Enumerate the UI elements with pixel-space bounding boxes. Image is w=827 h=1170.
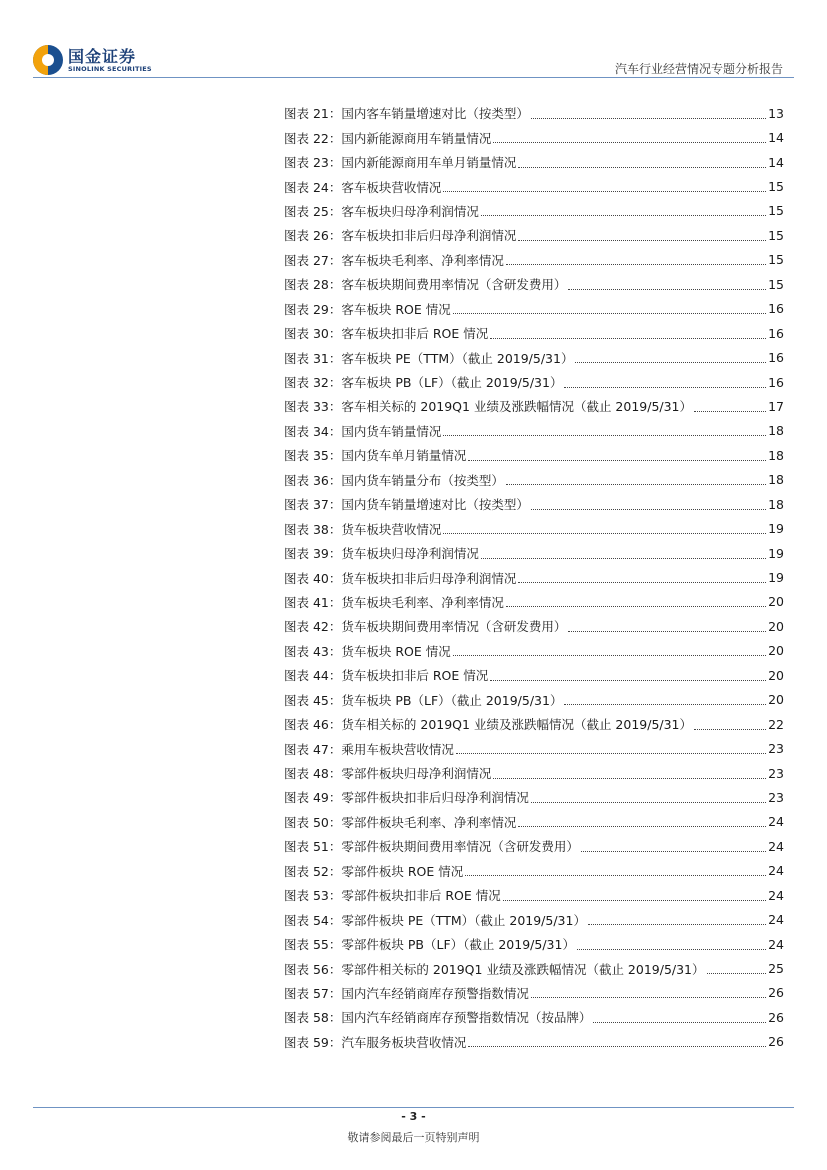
toc-dot-leader: [456, 753, 766, 754]
toc-dot-leader: [465, 875, 766, 876]
toc-entry[interactable]: [284, 321, 784, 345]
toc-entry[interactable]: [284, 394, 784, 418]
toc-dot-leader: [453, 313, 766, 314]
toc-entry[interactable]: [284, 174, 784, 198]
toc-entry-page: 20: [768, 667, 784, 683]
toc-entry-label: 图表 27：: [284, 252, 342, 268]
toc-dot-leader: [531, 118, 766, 119]
toc-entry[interactable]: [284, 859, 784, 883]
toc-entry-title: 零部件相关标的 2019Q1 业绩及涨跌幅情况（截止 2019/5/31）: [341, 961, 705, 977]
toc-entry-label: 图表 50：: [284, 814, 342, 830]
report-title: 汽车行业经营情况专题分析报告: [614, 62, 783, 76]
toc-dot-leader: [577, 949, 766, 950]
toc-entry-page: 19: [768, 521, 784, 537]
toc-entry[interactable]: [284, 810, 784, 834]
toc-dot-leader: [575, 362, 766, 363]
toc-dot-leader: [481, 215, 766, 216]
toc-dot-leader: [506, 484, 766, 485]
toc-entry-page: 18: [768, 447, 784, 463]
toc-entry[interactable]: [284, 785, 784, 809]
toc-entry-title: 国内货车销量增速对比（按类型）: [341, 497, 529, 513]
toc-entry-label: 图表 43：: [284, 643, 342, 659]
toc-entry-title: 零部件板块扣非后归母净利润情况: [341, 790, 529, 806]
toc-dot-leader: [564, 387, 766, 388]
toc-entry-page: 24: [768, 814, 784, 830]
toc-entry-title: 货车板块营收情况: [341, 521, 442, 537]
toc-entry-page: 24: [768, 887, 784, 903]
toc-entry-page: 19: [768, 570, 784, 586]
toc-entry-page: 22: [768, 716, 784, 732]
toc-entry-page: 15: [768, 227, 784, 243]
footer-divider: [33, 1107, 794, 1108]
toc-entry-label: 图表 58：: [284, 1010, 342, 1026]
toc-entry-label: 图表 54：: [284, 912, 342, 928]
toc-entry[interactable]: [284, 1030, 784, 1054]
toc-entry[interactable]: [284, 590, 784, 614]
toc-entry-title: 国内货车单月销量情况: [341, 448, 467, 464]
toc-entry-title: 客车板块扣非后归母净利润情况: [341, 228, 517, 244]
toc-entry-title: 货车板块归母净利润情况: [341, 546, 479, 562]
toc-entry-label: 图表 48：: [284, 766, 342, 782]
toc-dot-leader: [588, 924, 766, 925]
toc-entry-page: 15: [768, 203, 784, 219]
toc-entry[interactable]: [284, 712, 784, 736]
toc-entry[interactable]: [284, 199, 784, 223]
toc-entry-label: 图表 55：: [284, 937, 342, 953]
toc-entry-label: 图表 53：: [284, 888, 342, 904]
toc-dot-leader: [503, 900, 766, 901]
toc-dot-leader: [581, 851, 766, 852]
toc-entry-label: 图表 32：: [284, 375, 342, 391]
toc-dot-leader: [568, 631, 766, 632]
toc-entry-title: 客车相关标的 2019Q1 业绩及涨跌幅情况（截止 2019/5/31）: [341, 399, 693, 415]
toc-entry[interactable]: [284, 541, 784, 565]
page-header: [0, 0, 827, 80]
toc-entry-title: 零部件板块期间费用率情况（含研发费用）: [341, 839, 579, 855]
toc-entry-page: 16: [768, 374, 784, 390]
logo-english-name: SINOLINK SECURITIES: [68, 64, 152, 73]
toc-entry-page: 26: [768, 985, 784, 1001]
toc-entry-title: 客车板块 PB（LF）（截止 2019/5/31）: [341, 375, 563, 391]
toc-entry[interactable]: [284, 761, 784, 785]
toc-entry-title: 客车板块 ROE 情况: [341, 301, 451, 317]
toc-dot-leader: [468, 460, 766, 461]
toc-entry-page: 18: [768, 496, 784, 512]
toc-entry-title: 零部件板块 ROE 情况: [341, 863, 464, 879]
toc-entry-label: 图表 35：: [284, 448, 342, 464]
toc-entry-title: 国内货车销量情况: [341, 423, 442, 439]
toc-entry-title: 零部件板块毛利率、净利率情况: [341, 814, 517, 830]
toc-entry[interactable]: [284, 981, 784, 1005]
toc-entry-label: 图表 49：: [284, 790, 342, 806]
toc-entry-label: 图表 52：: [284, 863, 342, 879]
toc-entry-title: 货车板块扣非后 ROE 情况: [341, 668, 489, 684]
toc-dot-leader: [564, 704, 766, 705]
toc-entry[interactable]: [284, 248, 784, 272]
toc-dot-leader: [531, 802, 766, 803]
toc-dot-leader: [490, 338, 766, 339]
toc-entry-title: 货车板块毛利率、净利率情况: [341, 594, 504, 610]
toc-entry-page: 24: [768, 838, 784, 854]
toc-dot-leader: [453, 655, 766, 656]
toc-dot-leader: [443, 191, 766, 192]
toc-entry[interactable]: [284, 639, 784, 663]
toc-entry-page: 24: [768, 936, 784, 952]
toc-dot-leader: [481, 558, 766, 559]
toc-entry-title: 货车板块 PB（LF）（截止 2019/5/31）: [341, 692, 563, 708]
toc-entry-page: 25: [768, 961, 784, 977]
toc-entry-label: 图表 26：: [284, 228, 342, 244]
toc-entry-page: 14: [768, 154, 784, 170]
toc-dot-leader: [443, 435, 766, 436]
toc-entry-title: 零部件板块 PE（TTM）（截止 2019/5/31）: [341, 912, 586, 928]
toc-entry-title: 客车板块营收情况: [341, 179, 442, 195]
toc-entry-label: 图表 31：: [284, 350, 342, 366]
toc-entry-label: 图表 36：: [284, 472, 342, 488]
toc-entry-title: 零部件板块 PB（LF）（截止 2019/5/31）: [341, 937, 575, 953]
toc-dot-leader: [568, 289, 766, 290]
toc-entry[interactable]: [284, 565, 784, 589]
toc-entry-title: 客车板块归母净利润情况: [341, 203, 479, 219]
toc-entry-page: 20: [768, 692, 784, 708]
toc-entry-page: 23: [768, 741, 784, 757]
toc-entry-title: 货车板块期间费用率情况（含研发费用）: [341, 619, 567, 635]
toc-entry[interactable]: [284, 345, 784, 369]
toc-dot-leader: [506, 606, 766, 607]
toc-entry[interactable]: [284, 1005, 784, 1029]
toc-entry-page: 15: [768, 252, 784, 268]
toc-entry-page: 20: [768, 643, 784, 659]
toc-entry-page: 20: [768, 618, 784, 634]
toc-entry-page: 18: [768, 423, 784, 439]
toc-entry-label: 图表 57：: [284, 985, 342, 1001]
toc-dot-leader: [493, 778, 766, 779]
toc-entry[interactable]: [284, 614, 784, 638]
toc-entry-label: 图表 33：: [284, 399, 342, 415]
toc-entry-page: 23: [768, 765, 784, 781]
toc-entry[interactable]: [284, 443, 784, 467]
toc-entry-title: 国内客车销量增速对比（按类型）: [341, 106, 529, 122]
toc-entry[interactable]: [284, 932, 784, 956]
toc-dot-leader: [531, 509, 766, 510]
toc-entry-page: 24: [768, 863, 784, 879]
toc-entry-page: 15: [768, 179, 784, 195]
toc-entry-label: 图表 38：: [284, 521, 342, 537]
toc-entry[interactable]: [284, 907, 784, 931]
toc-entry-label: 图表 29：: [284, 301, 342, 317]
header-divider: [33, 77, 794, 78]
toc-entry[interactable]: [284, 834, 784, 858]
toc-entry-title: 客车板块扣非后 ROE 情况: [341, 326, 489, 342]
toc-entry-title: 国内新能源商用车单月销量情况: [341, 155, 517, 171]
toc-dot-leader: [518, 582, 766, 583]
toc-entry-label: 图表 47：: [284, 741, 342, 757]
toc-entry[interactable]: [284, 101, 784, 125]
toc-dot-leader: [531, 997, 766, 998]
logo-chinese-name: 国金证券: [68, 46, 137, 66]
toc-entry-label: 图表 24：: [284, 179, 342, 195]
toc-entry-label: 图表 42：: [284, 619, 342, 635]
toc-entry-title: 货车相关标的 2019Q1 业绩及涨跌幅情况（截止 2019/5/31）: [341, 717, 693, 733]
toc-entry-label: 图表 37：: [284, 497, 342, 513]
toc-entry-title: 客车板块 PE（TTM）（截止 2019/5/31）: [341, 350, 574, 366]
toc-entry-title: 乘用车板块营收情况: [341, 741, 454, 757]
toc-dot-leader: [518, 826, 766, 827]
toc-entry-title: 国内新能源商用车销量情况: [341, 130, 492, 146]
toc-entry[interactable]: [284, 419, 784, 443]
toc-dot-leader: [518, 240, 766, 241]
toc-entry[interactable]: [284, 663, 784, 687]
toc-entry-label: 图表 40：: [284, 570, 342, 586]
toc-entry[interactable]: [284, 272, 784, 296]
toc-dot-leader: [694, 729, 766, 730]
toc-entry-label: 图表 45：: [284, 692, 342, 708]
toc-entry[interactable]: [284, 297, 784, 321]
toc-entry-label: 图表 59：: [284, 1034, 342, 1050]
toc-entry-label: 图表 44：: [284, 668, 342, 684]
toc-entry-page: 18: [768, 472, 784, 488]
toc-entry[interactable]: [284, 468, 784, 492]
toc-entry-label: 图表 46：: [284, 717, 342, 733]
toc-entry-title: 货车板块 ROE 情况: [341, 643, 451, 659]
toc-entry-page: 15: [768, 276, 784, 292]
toc-entry[interactable]: [284, 956, 784, 980]
toc-entry-label: 图表 21：: [284, 106, 342, 122]
toc-entry-label: 图表 41：: [284, 594, 342, 610]
toc-entry-label: 图表 56：: [284, 961, 342, 977]
toc-entry-page: 17: [768, 398, 784, 414]
toc-entry-page: 26: [768, 1009, 784, 1025]
toc-entry[interactable]: [284, 688, 784, 712]
toc-entry-page: 16: [768, 301, 784, 317]
toc-entry[interactable]: [284, 492, 784, 516]
toc-entry-label: 图表 28：: [284, 277, 342, 293]
toc-entry-page: 20: [768, 594, 784, 610]
toc-dot-leader: [707, 973, 767, 974]
disclaimer-note: 敬请参阅最后一页特别声明: [347, 1131, 480, 1144]
toc-entry[interactable]: [284, 125, 784, 149]
toc-dot-leader: [506, 264, 766, 265]
toc-entry-page: 23: [768, 789, 784, 805]
toc-entry[interactable]: [284, 516, 784, 540]
toc-entry-label: 图表 30：: [284, 326, 342, 342]
toc-entry-page: 16: [768, 325, 784, 341]
company-logo: [33, 45, 152, 75]
toc-entry-title: 国内汽车经销商库存预警指数情况: [341, 985, 529, 1001]
toc-dot-leader: [518, 167, 766, 168]
toc-entry-title: 货车板块扣非后归母净利润情况: [341, 570, 517, 586]
toc-entry[interactable]: [284, 736, 784, 760]
toc-entry-page: 13: [768, 105, 784, 121]
toc-entry[interactable]: [284, 223, 784, 247]
toc-entry-label: 图表 22：: [284, 130, 342, 146]
toc-dot-leader: [593, 1022, 766, 1023]
toc-entry[interactable]: [284, 883, 784, 907]
toc-entry[interactable]: [284, 370, 784, 394]
page-number: - 3 -: [401, 1110, 426, 1123]
toc-dot-leader: [694, 411, 766, 412]
figure-index-list: [284, 101, 784, 1054]
logo-mark-icon: [33, 45, 63, 75]
toc-entry-label: 图表 51：: [284, 839, 342, 855]
toc-entry-label: 图表 23：: [284, 155, 342, 171]
toc-entry-title: 客车板块毛利率、净利率情况: [341, 252, 504, 268]
toc-dot-leader: [493, 142, 766, 143]
toc-entry-page: 26: [768, 1034, 784, 1050]
toc-entry-label: 图表 34：: [284, 423, 342, 439]
toc-dot-leader: [443, 533, 766, 534]
toc-entry-title: 国内货车销量分布（按类型）: [341, 472, 504, 488]
toc-entry-title: 汽车服务板块营收情况: [341, 1034, 467, 1050]
toc-entry-label: 图表 39：: [284, 546, 342, 562]
toc-entry-title: 零部件板块扣非后 ROE 情况: [341, 888, 501, 904]
toc-entry-page: 14: [768, 130, 784, 146]
toc-entry-page: 24: [768, 912, 784, 928]
toc-entry-page: 19: [768, 545, 784, 561]
toc-entry-title: 国内汽车经销商库存预警指数情况（按品牌）: [341, 1010, 592, 1026]
toc-entry-label: 图表 25：: [284, 203, 342, 219]
toc-dot-leader: [490, 680, 766, 681]
toc-entry-page: 16: [768, 350, 784, 366]
toc-entry-title: 客车板块期间费用率情况（含研发费用）: [341, 277, 567, 293]
toc-dot-leader: [468, 1046, 766, 1047]
toc-entry-title: 零部件板块归母净利润情况: [341, 766, 492, 782]
toc-entry[interactable]: [284, 150, 784, 174]
